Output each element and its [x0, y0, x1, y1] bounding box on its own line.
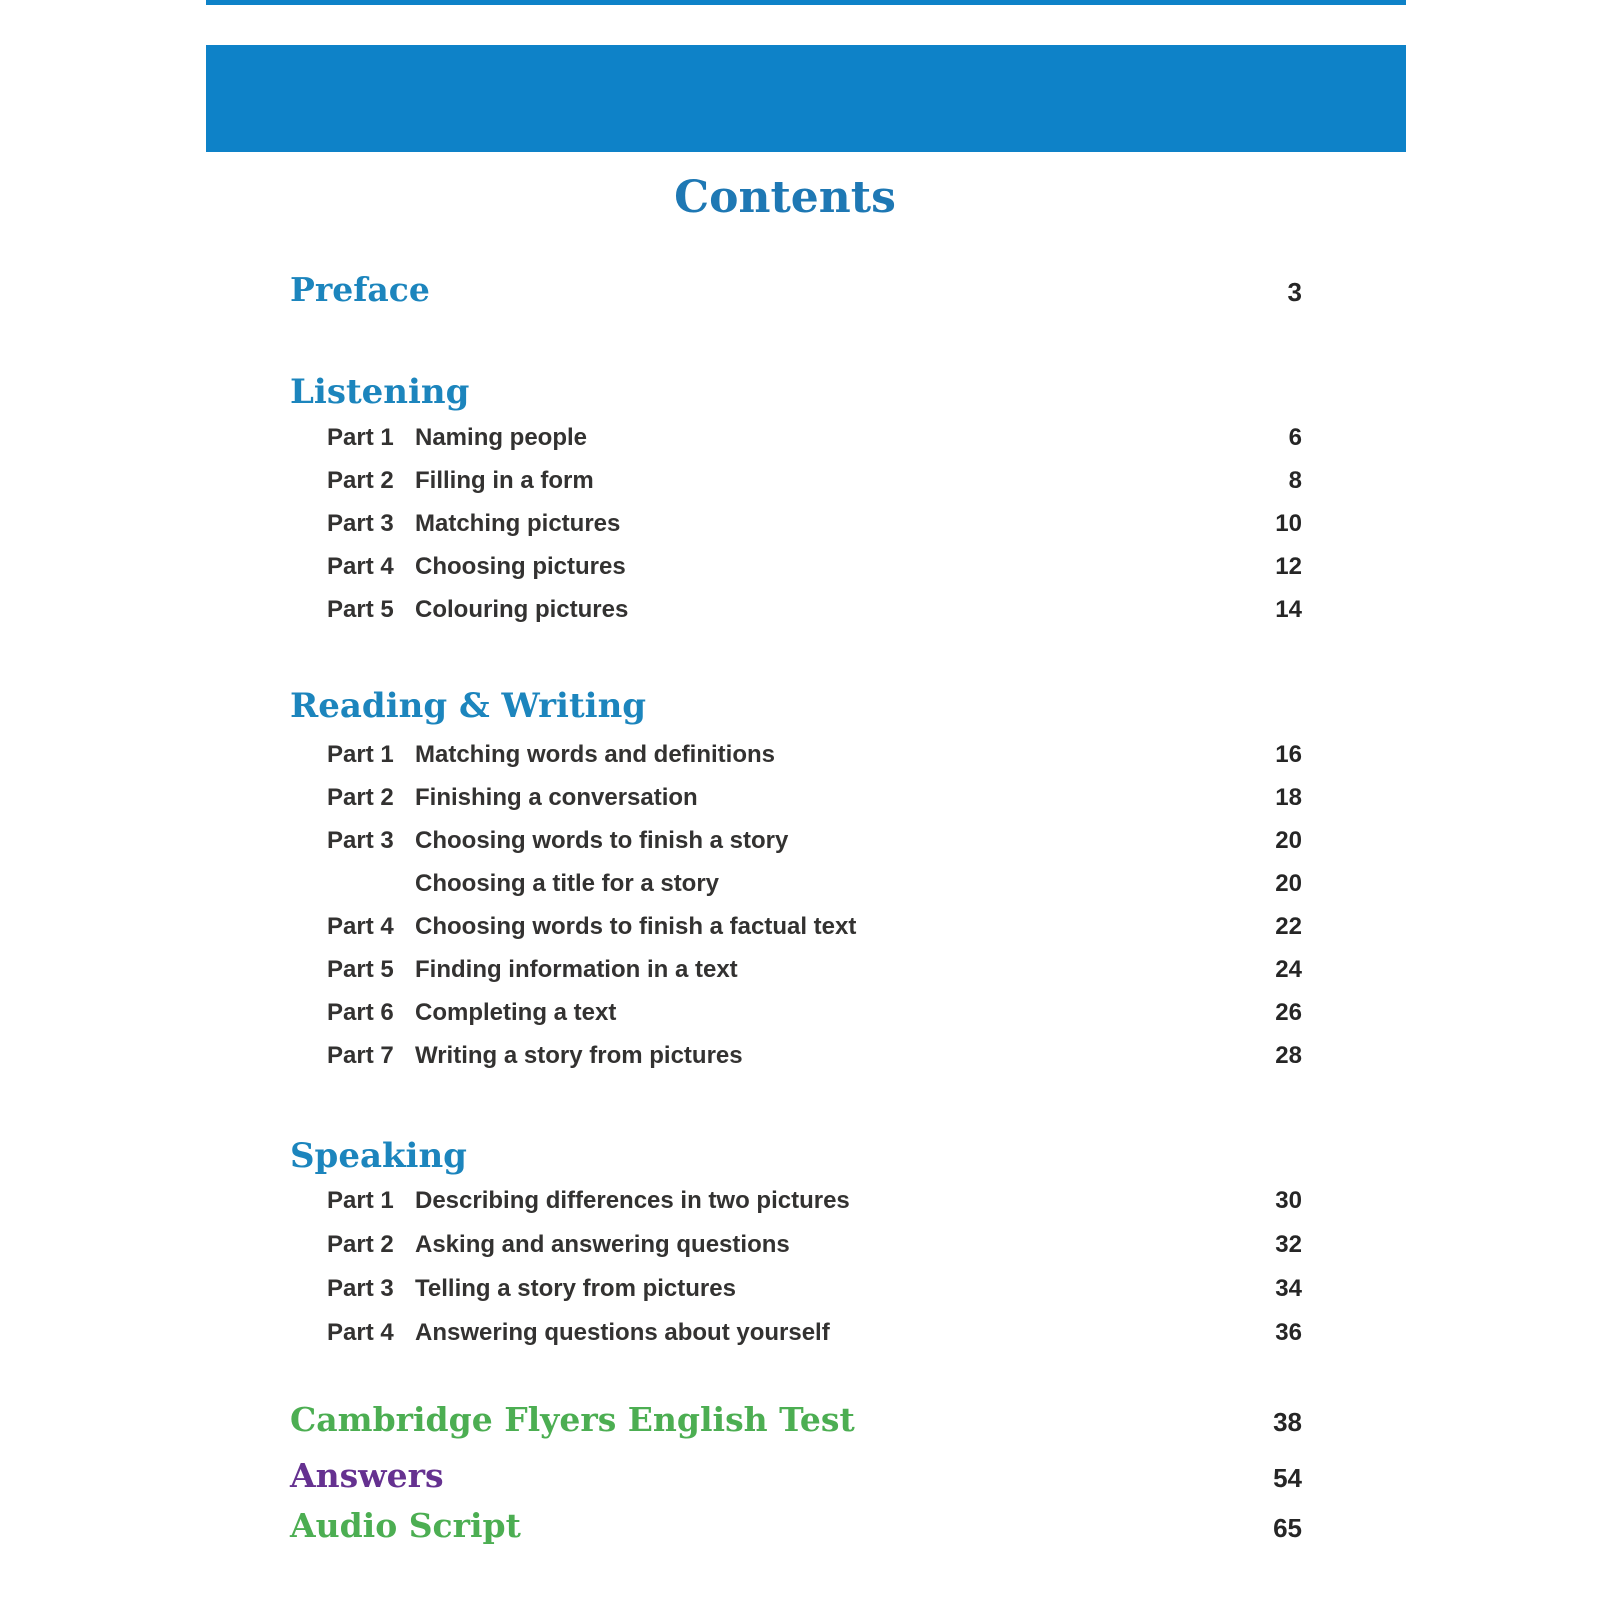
- item-title: Choosing a title for a story: [415, 870, 720, 897]
- toc-row: [327, 741, 1302, 773]
- section-heading-speaking: Speaking: [290, 1136, 467, 1176]
- part-label: Part 5: [327, 596, 394, 623]
- toc-row: [327, 827, 1302, 859]
- toc-row: [327, 424, 1302, 456]
- part-label: Part 4: [327, 1319, 394, 1346]
- page-number: 38: [877, 1407, 1302, 1610]
- toc-row-preface: [290, 270, 1302, 314]
- section-heading-listening: Listening: [290, 372, 470, 412]
- part-label: Part 6: [327, 999, 394, 1026]
- page-number: 36: [852, 1319, 1302, 1610]
- audio-script-label: Audio Script: [290, 1506, 521, 1545]
- page-number: 28: [765, 1042, 1302, 1610]
- toc-row-audio-script: [290, 1506, 1302, 1550]
- part-label: Part 4: [327, 913, 394, 940]
- item-title: Matching pictures: [415, 510, 621, 537]
- page-number: 18: [720, 784, 1302, 1610]
- page-title: Contents: [674, 172, 896, 223]
- toc-row: [327, 1319, 1302, 1351]
- page-number: 24: [760, 956, 1302, 1610]
- page-number: 22: [878, 913, 1302, 1610]
- toc-row: [327, 467, 1302, 499]
- section-heading-reading-writing: Reading & Writing: [290, 686, 647, 726]
- toc-row: [327, 510, 1302, 542]
- page-number: 26: [638, 999, 1302, 1610]
- toc-row: [327, 553, 1302, 585]
- page-number: 54: [466, 1463, 1302, 1610]
- item-title: Naming people: [415, 424, 588, 451]
- part-label: Part 1: [327, 1187, 394, 1214]
- page-number: 30: [872, 1187, 1302, 1610]
- item-title: Choosing pictures: [415, 553, 626, 580]
- page-number: 20: [741, 870, 1302, 1610]
- toc-row: [327, 596, 1302, 628]
- part-label: Part 5: [327, 956, 394, 983]
- page-number: 34: [758, 1275, 1302, 1610]
- item-title: Finishing a conversation: [415, 784, 698, 811]
- part-label: Part 3: [327, 827, 394, 854]
- part-label: Part 3: [327, 1275, 394, 1302]
- page-number: 8: [616, 467, 1302, 1610]
- item-title: Colouring pictures: [415, 596, 629, 623]
- item-title: Writing a story from pictures: [415, 1042, 743, 1069]
- item-title: Completing a text: [415, 999, 617, 1026]
- toc-row: [327, 1275, 1302, 1307]
- item-title: Answering questions about yourself: [415, 1319, 830, 1346]
- page-number: 6: [609, 424, 1302, 1610]
- toc-row: [327, 956, 1302, 988]
- item-title: Filling in a form: [415, 467, 594, 494]
- toc-row-flyers-test: [290, 1400, 1302, 1444]
- toc-row: [327, 999, 1302, 1031]
- item-title: Choosing words to finish a story: [415, 827, 789, 854]
- page-number: 14: [650, 596, 1302, 1610]
- toc-row: [327, 784, 1302, 816]
- part-label: Part 4: [327, 553, 394, 580]
- flyers-test-label: Cambridge Flyers English Test: [290, 1400, 855, 1439]
- part-label: Part 2: [327, 784, 394, 811]
- part-label: Part 7: [327, 1042, 394, 1069]
- toc-row-answers: [290, 1456, 1302, 1500]
- part-label: Part 2: [327, 467, 394, 494]
- item-title: Asking and answering questions: [415, 1231, 790, 1258]
- item-title: Finding information in a text: [415, 956, 738, 983]
- top-edge-strip: [206, 0, 1406, 5]
- toc-row: [327, 913, 1302, 945]
- toc-row: [327, 870, 1302, 902]
- part-label: Part 2: [327, 1231, 394, 1258]
- toc-row: [327, 1042, 1302, 1074]
- page-number: 3: [452, 277, 1302, 1610]
- toc-row: [327, 1187, 1302, 1219]
- header-banner: [206, 45, 1406, 152]
- preface-label: Preface: [290, 270, 430, 309]
- page-number: 12: [648, 553, 1302, 1610]
- item-title: Describing differences in two pictures: [415, 1187, 850, 1214]
- toc-row: [327, 1231, 1302, 1263]
- part-label: Part 1: [327, 741, 394, 768]
- page-number: 20: [810, 827, 1302, 1610]
- part-label: Part 3: [327, 510, 394, 537]
- page-number: 10: [642, 510, 1302, 1610]
- item-title: Choosing words to finish a factual text: [415, 913, 857, 940]
- part-label: Part 1: [327, 424, 394, 451]
- page-number: 65: [543, 1513, 1302, 1610]
- item-title: Telling a story from pictures: [415, 1275, 736, 1302]
- item-title: Matching words and definitions: [415, 741, 775, 768]
- answers-label: Answers: [290, 1456, 444, 1495]
- page-number: 16: [797, 741, 1302, 1610]
- page-number: 32: [812, 1231, 1302, 1610]
